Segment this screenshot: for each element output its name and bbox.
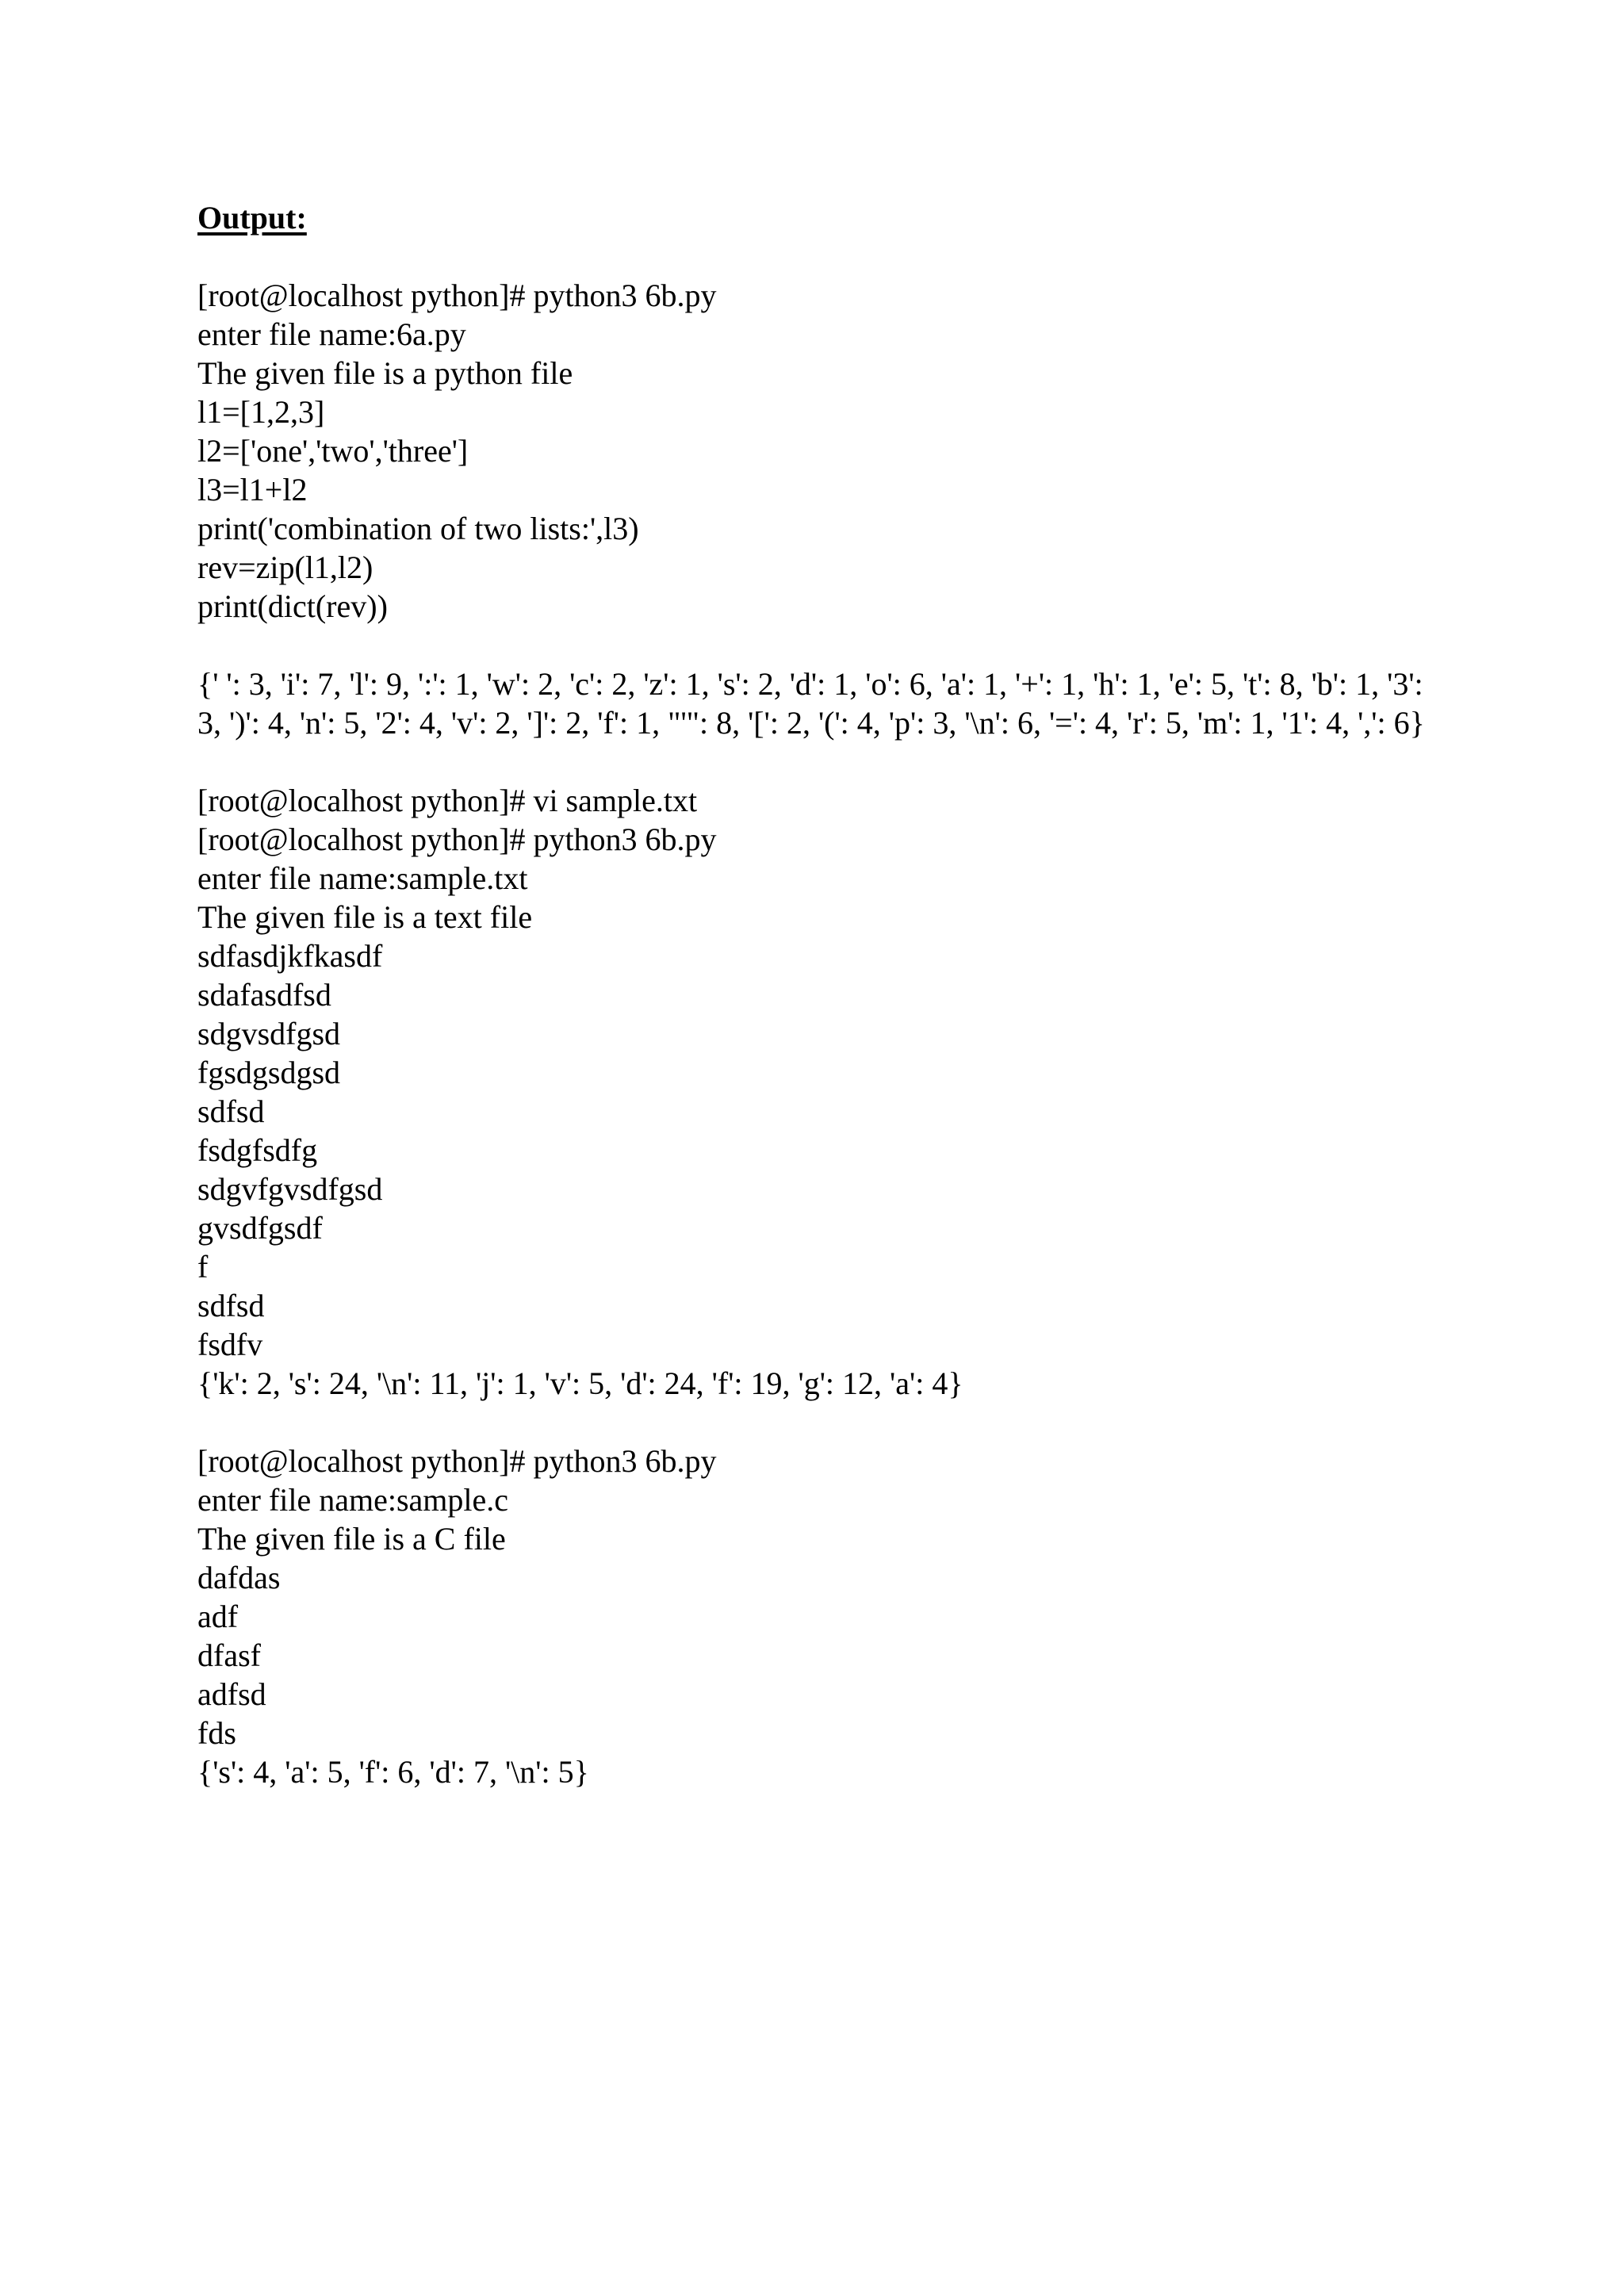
character-count-result: {'s': 4, 'a': 5, 'f': 6, 'd': 7, '\n': 5} — [197, 1754, 589, 1790]
file-content-line: rev=zip(l1,l2) — [197, 550, 373, 585]
file-content-line: dafdas — [197, 1560, 281, 1595]
filename-prompt: enter file name:6a.py — [197, 316, 466, 352]
file-content-line: adf — [197, 1599, 239, 1634]
file-type-message: The given file is a C file — [197, 1521, 506, 1557]
file-content-line: gvsdfgsdf — [197, 1210, 323, 1246]
file-content-line: sdgvsdfgsd — [197, 1016, 341, 1051]
file-content-line: adfsd — [197, 1676, 266, 1712]
file-type-message: The given file is a python file — [197, 355, 573, 391]
file-type-message: The given file is a text file — [197, 899, 533, 935]
file-content-line: sdfsd — [197, 1093, 265, 1129]
output-heading: Output: — [197, 200, 307, 236]
filename-prompt: enter file name:sample.c — [197, 1482, 509, 1518]
file-content-line: dfasf — [197, 1637, 261, 1673]
file-content-line: fsdfv — [197, 1327, 263, 1362]
file-content-line: sdafasdfsd — [197, 977, 331, 1013]
file-content-line: l3=l1+l2 — [197, 472, 308, 507]
run-python-file — [197, 276, 1434, 626]
shell-command: [root@localhost python]# python3 6b.py — [197, 821, 717, 857]
file-content-line: fgsdgsdgsd — [197, 1055, 341, 1090]
character-count-result: {' ': 3, 'i': 7, 'l': 9, ':': 1, 'w': 2, 'c': 2, 'z': 1, 's': 2, 'd': 1, 'o': 6, 'a': 1, '+': 1, 'h': 1, 'e': 5, 't': 8, 'b': 1, '3': 3, ')': 4, 'n': 5, '2': 4, 'v': 2, ']': 2, 'f': 1, "'": 8, '[': 2, '(': 4, 'p': 3, '\n': 6, '=': 4, 'r': 5, 'm': 1, '1': 4, ',': 6} — [197, 666, 1425, 741]
file-content-line: fsdgfsdfg — [197, 1132, 318, 1168]
file-content-line: sdfasdjkfkasdf — [197, 938, 383, 974]
shell-edit-command: [root@localhost python]# vi sample.txt — [197, 783, 698, 818]
run-c-file — [197, 1442, 1434, 1791]
file-content-line: f — [197, 1249, 209, 1285]
run-text-file — [197, 781, 1434, 1403]
file-content-line: l1=[1,2,3] — [197, 394, 325, 430]
file-content-line: fds — [197, 1715, 236, 1751]
file-content-line: print('combination of two lists:',l3) — [197, 511, 639, 546]
file-content-line: l2=['one','two','three'] — [197, 433, 469, 469]
filename-prompt: enter file name:sample.txt — [197, 860, 528, 896]
shell-command: [root@localhost python]# python3 6b.py — [197, 278, 717, 313]
file-content-line: sdgvfgvsdfgsd — [197, 1171, 383, 1207]
shell-command: [root@localhost python]# python3 6b.py — [197, 1443, 717, 1479]
file-content-line: print(dict(rev)) — [197, 588, 388, 624]
file-content-line: sdfsd — [197, 1288, 265, 1323]
run-python-result — [197, 664, 1434, 742]
document-content — [197, 198, 1434, 1791]
character-count-result: {'k': 2, 's': 24, '\n': 11, 'j': 1, 'v': 5, 'd': 24, 'f': 19, 'g': 12, 'a': 4} — [197, 1365, 963, 1401]
